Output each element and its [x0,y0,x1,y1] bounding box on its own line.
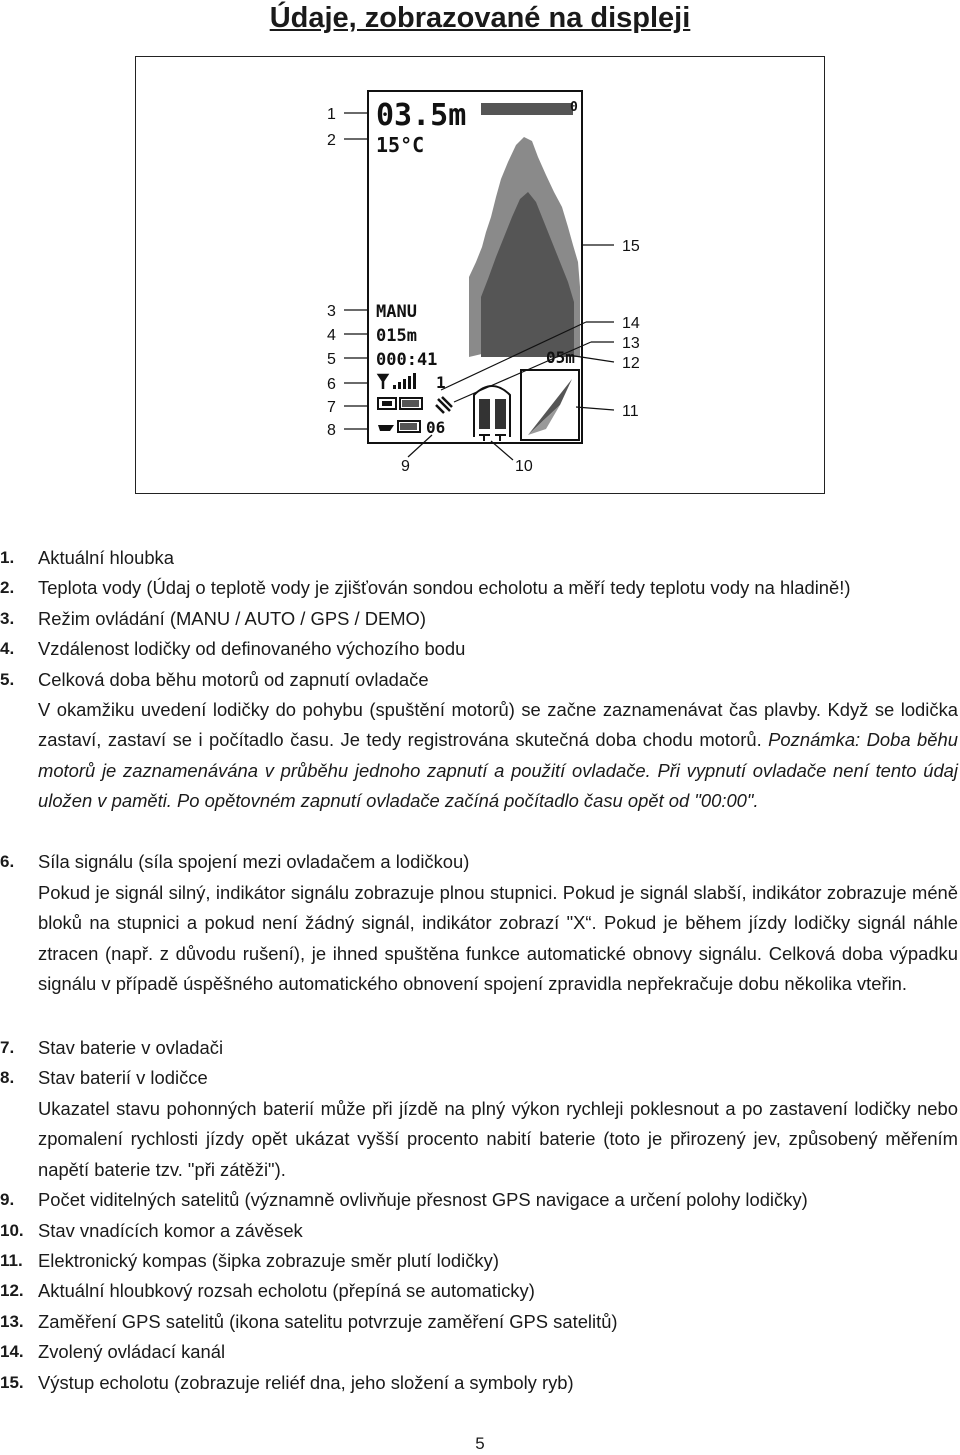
paragraph-signal: Pokud je signál silný, indikátor signálu zobrazuje plnou stupnici. Pokud je signál slabší, indikátor zobrazuje méně bloků na stupnici a pokud není žádný signál, indikátor zobrazí "X“. Pokud je během jízdy lodičky signál náhle ztracen (např. z důvodu rušení), je ihned spuštěna funkce automatické obnovy signálu. Celková doba výpadku signálu v případě úspěšného automatického obnovení spojení zpravidla nepřekračuje dobu několika vteřin. [38,882,958,995]
callout-10: 10 [515,458,533,475]
compass-icon [521,370,579,440]
list-item: 2. Teplota vody (Údaj o teplotě vody je zjišťován sondou echolotu a měří tedy teplotu vody na hladině!) [0,577,851,598]
temperature-value: 15°C [376,133,425,157]
callout-6: 6 [327,376,336,393]
callout-8: 8 [327,422,336,439]
distance-value: 015m [376,326,417,346]
list-item: 12. Aktuální hloubkový rozsah echolotu (přepíná se automaticky) [0,1280,535,1301]
paragraph-boat-battery: Ukazatel stavu pohonných baterií může při jízdě na plný výkon rychleji poklesnout a po zastavení lodičky nebo zpomalení rychlosti jízdy opět ukázat vyšší procento nabití baterie (toto je přirozený jev, způsobený měřením napětí baterie tzv. "při zátěži"). [38,1098,958,1180]
list-item: 10. Stav vnadících komor a závěsek [0,1220,303,1241]
callout-1: 1 [327,106,336,123]
display-diagram-svg [136,57,826,495]
list-item: 1. Aktuální hloubka [0,547,174,568]
list-item: 9. Počet viditelných satelitů (významně ovlivňuje přesnost GPS navigace a určení polohy lodičky) [0,1189,808,1210]
list-item: 8. Stav baterií v lodičce [0,1067,208,1088]
list-item: 5. Celková doba běhu motorů od zapnutí ovladače [0,669,429,690]
channel-value: 1 [436,373,446,392]
mode-value: MANU [376,302,417,322]
callout-3: 3 [327,303,336,320]
callout-9: 9 [401,458,410,475]
callout-7: 7 [327,399,336,416]
list-item: 11. Elektronický kompas (šipka zobrazuje směr plutí lodičky) [0,1250,499,1271]
callout-5: 5 [327,351,336,368]
callout-2: 2 [327,132,336,149]
satellite-count: 06 [426,418,446,437]
paragraph-engine-time: V okamžiku uvedení lodičky do pohybu (spuštění motorů) se začne zaznamenávat čas plavby. Když se lodička zastaví, zastaví se i počítadlo času. Je tedy registrována skutečná doba chodu motorů. Poznámka: Doba běhu motorů je zaznamenávána v průběhu jednoho zapnutí a použití ovladače. Při vypnutí ovladače není tento údaj uložen v paměti. Po opětovném zapnutí ovladače začíná počítadlo času opět od "00:00". [38,699,958,812]
callout-4: 4 [327,327,336,344]
depth-scale-bar [481,103,573,115]
callout-11: 11 [622,403,639,420]
time-value: 000:41 [376,350,438,370]
list-item: 3. Režim ovládání (MANU / AUTO / GPS / DEMO) [0,608,426,629]
page-title: Údaje, zobrazované na displeji [269,2,691,34]
callout-12: 12 [622,355,640,372]
depth-value: 03.5m [376,98,467,133]
list-item: 15. Výstup echolotu (zobrazuje reliéf dna, jeho složení a symboly ryb) [0,1372,574,1393]
display-diagram [135,56,825,494]
list-item: 13. Zaměření GPS satelitů (ikona satelitu potvrzuje zaměření GPS satelitů) [0,1311,618,1332]
list-item: 7. Stav baterie v ovladači [0,1037,224,1058]
callout-13: 13 [622,335,640,352]
callout-15: 15 [622,238,640,255]
list-item: 14. Zvolený ovládací kanál [0,1341,226,1362]
list-item: 4. Vzdálenost lodičky od definovaného výchozího bodu [0,638,466,659]
page-number: 5 [475,1434,485,1453]
callout-14: 14 [622,315,640,332]
depth-scale-top: 0 [570,100,578,115]
range-value: 05m [546,348,575,367]
list-item: 6. Síla signálu (síla spojení mezi ovladačem a lodičkou) [0,851,470,872]
